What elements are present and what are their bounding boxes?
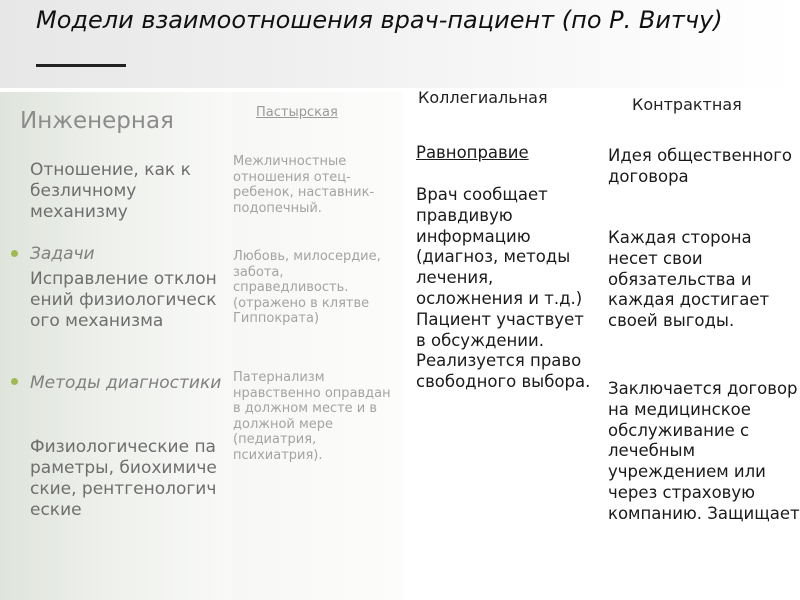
engineering-tasks-label: Задачи [30, 244, 95, 264]
engineering-attitude: Отношение, как к безличному механизму [30, 160, 191, 222]
engineering-methods-label: Методы диагностики [30, 373, 222, 393]
pastoral-relations: Межличностные отношения отец-ребенок, наставник-подопечный. [233, 154, 375, 216]
pastoral-paternalism: Патернализм нравственно оправдан в должном месте и в должной мере (педиатрия, психиатрия). [233, 370, 391, 463]
engineering-heading: Инженерная [20, 108, 174, 134]
contractual-idea: Идея общественного договора [608, 146, 793, 186]
contractual-heading: Контрактная [632, 95, 742, 114]
contractual-agreement: Заключается договор на медицинское обслуживание с лечебным учреждением или через страховую компанию. Защищает [608, 379, 800, 523]
pastoral-values: Любовь, милосердие, забота, справедливость. (отражено в клятве Гиппократа) [233, 249, 381, 326]
pastoral-heading: Пастырская [256, 105, 338, 120]
collegial-description: Врач сообщает правдивую информацию (диагноз, методы лечения, осложнения и т.д.) Пациент участвует в обсуждении. Реализуется право свободного выбора. [416, 185, 591, 392]
engineering-methods-text: Физиологические параметры, биохимические, рентгенологические [30, 437, 217, 520]
slide-title: Модели взаимоотношения врач-пациент (по Р. Витчу) [36, 6, 723, 34]
contractual-obligations: Каждая сторона несет свои обязательства и каждая достигает своей выгоды. [608, 228, 770, 331]
collegial-equality: Равноправие [416, 143, 529, 162]
title-underline [36, 64, 126, 67]
bullet-dot-icon [11, 250, 18, 257]
bullet-dot-icon [11, 378, 18, 385]
collegial-heading: Коллегиальная [418, 88, 548, 107]
engineering-tasks-text: Исправление отклонений физиологического механизма [30, 269, 217, 331]
